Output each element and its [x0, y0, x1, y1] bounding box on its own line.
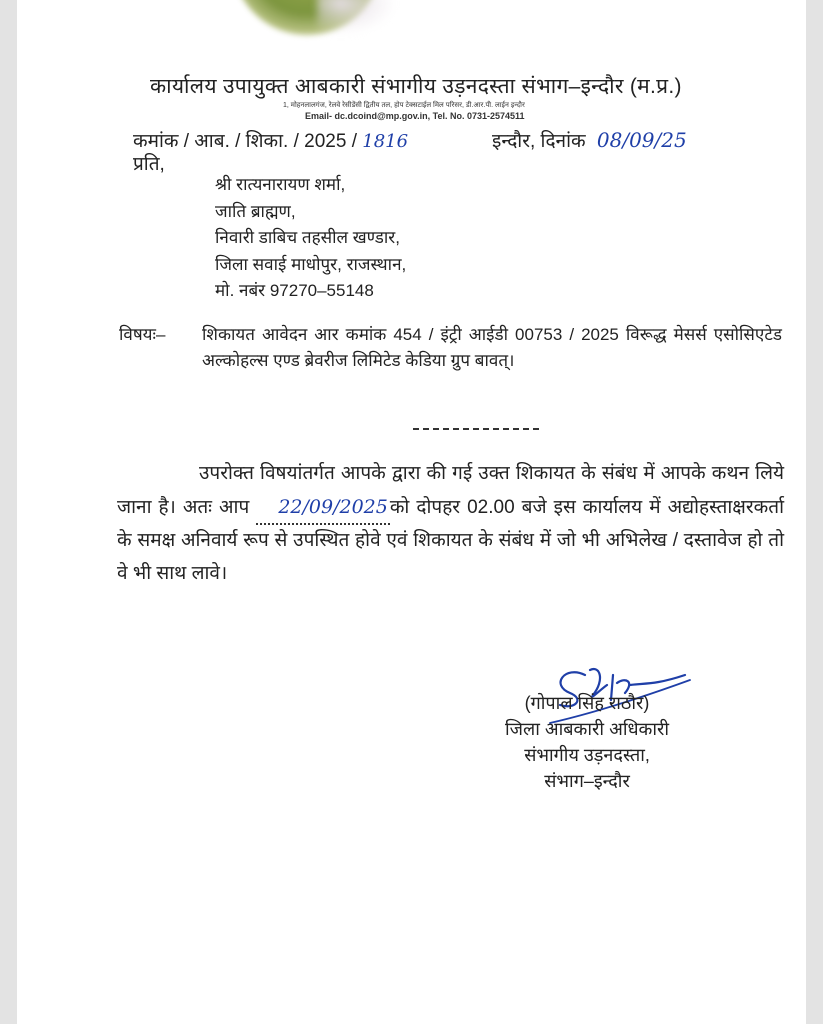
subject-label: विषयः–: [119, 325, 166, 344]
section-divider: [413, 428, 539, 430]
date-handwritten: 08/09/25: [596, 128, 687, 152]
signatory-block: [505, 690, 669, 794]
recipient-line: जिला सवाई माधोपुर, राजस्थान,: [215, 254, 407, 274]
recipient-line: जाति ब्राह्मण,: [215, 201, 296, 221]
letter-date: [492, 127, 687, 153]
office-address: 1, मोहनलालगंज, रेलवे रेसीडेंसी द्वितीय तल, होप टेक्सटाईल मिल परिसर, डी.आर.पी. लाईन इन्दौर: [283, 102, 525, 109]
signatory-unit: संभागीय उड़नदस्ता,: [524, 745, 650, 765]
reference-number: [133, 127, 408, 153]
signatory-designation: जिला आबकारी अधिकारी: [505, 719, 670, 739]
signatory-division: संभाग–इन्दौर: [544, 771, 630, 791]
body-part-2: को दोपहर 02.00 बजे इस कार्यालय में अद्योहस्ताक्षरकर्ता के समक्ष अनिवार्य रूप से उपस्थित होवे एवं शिकायत के संबंध में जो भी अभिलेख / दस्तावेज हो तो वे भी साथ लावे।: [117, 496, 785, 584]
subject-text: शिकायत आवेदन आर कमांक 454 / इंट्री आईडी 00753 / 2025 विरूद्ध मेसर्स एसोसिएटेड अल्कोहल्स एण्ड ब्रेवरीज लिमिटेड केडिया ग्रुप बावत्।: [202, 325, 782, 370]
recipient-line: मो. नबंर 97270–55148: [215, 281, 374, 300]
photo-artifact-shadow: [317, 0, 397, 35]
letter-body: [117, 458, 784, 590]
office-title: कार्यालय उपायुक्त आबकारी संभागीय उड़नदस्ता संभाग–इन्दौर (म.प्र.): [150, 75, 682, 98]
office-contact: Email- dc.dcoind@mp.gov.in, Tel. No. 0731-2574511: [305, 111, 525, 121]
reference-prefix: कमांक / आब. / शिका. / 2025 /: [133, 131, 357, 152]
recipient-address: [215, 172, 406, 305]
appearance-date-handwritten: 22/09/2025: [256, 491, 390, 526]
recipient-line: निवारी डाबिच तहसील खण्डार,: [215, 228, 400, 247]
recipient-line: श्री रात्यनारायण शर्मा,: [215, 175, 346, 194]
salutation: प्रति,: [133, 154, 165, 175]
date-label: इन्दौर, दिनांक: [492, 131, 586, 152]
body-part-1: उपरोक्त विषयांतर्गत आपके द्वारा की गई उक्त शिकायत के संबंध में आपके कथन लिये जाना है। अतः आप: [117, 463, 784, 518]
reference-number-handwritten: 1816: [362, 131, 409, 152]
signatory-name: (गोपाल सिंह राठौर): [524, 693, 650, 713]
